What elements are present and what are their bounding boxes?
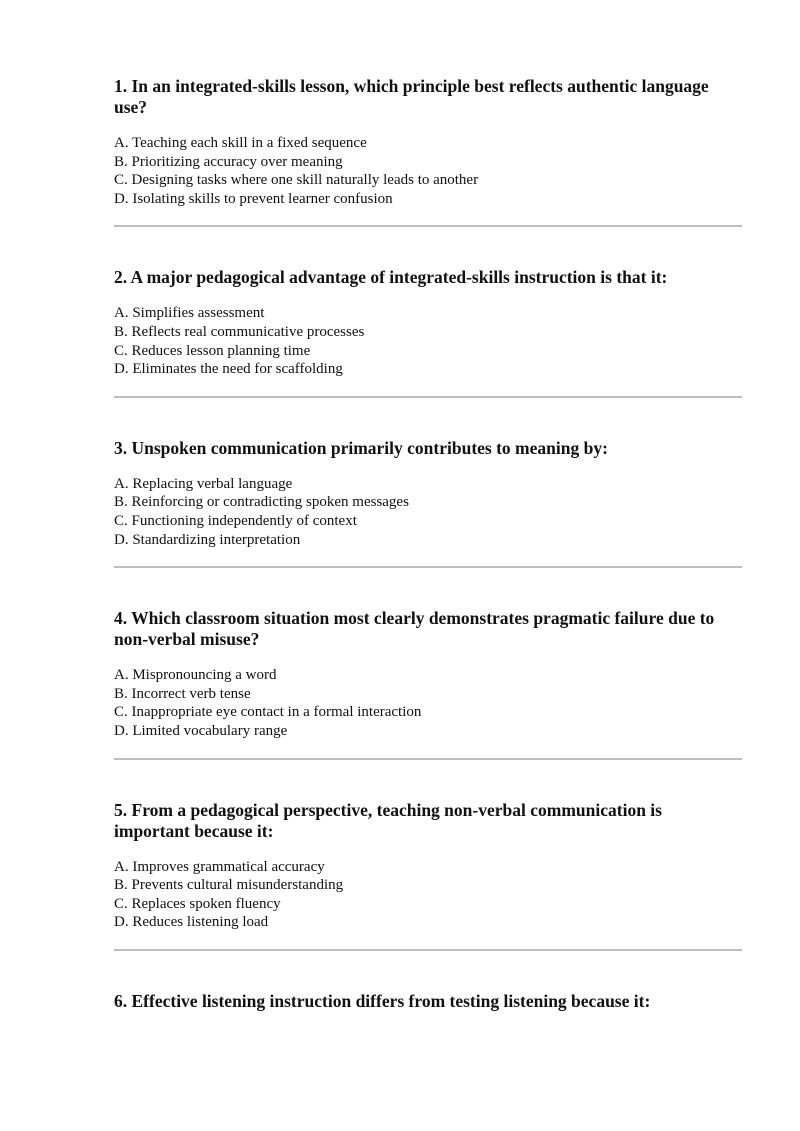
question-4 xyxy=(114,608,742,740)
question-4-title: 4. Which classroom situation most clearly demonstrates pragmatic failure due to non-verbal misuse? xyxy=(114,608,715,650)
question-sheet xyxy=(114,76,742,1012)
option-d: D. Isolating skills to prevent learner confusion xyxy=(114,190,393,207)
question-3-options xyxy=(114,475,742,549)
option-c: C. Reduces lesson planning time xyxy=(114,342,311,359)
question-2-options xyxy=(114,304,742,378)
question-divider xyxy=(114,566,742,568)
question-5-options xyxy=(114,858,742,932)
question-1 xyxy=(114,76,742,208)
question-divider xyxy=(114,396,742,398)
option-a: A. Improves grammatical accuracy xyxy=(114,858,325,875)
option-c: C. Designing tasks where one skill naturally leads to another xyxy=(114,172,479,189)
option-b: B. Prioritizing accuracy over meaning xyxy=(114,153,343,170)
option-c: C. Replaces spoken fluency xyxy=(114,895,281,912)
option-a: A. Teaching each skill in a fixed sequence xyxy=(114,135,367,151)
option-d: D. Standardizing interpretation xyxy=(114,531,301,548)
option-b: B. Incorrect verb tense xyxy=(114,685,251,702)
question-4-options xyxy=(114,666,742,740)
question-1-title: 1. In an integrated-skills lesson, which principle best reflects authentic language use? xyxy=(114,76,709,117)
question-divider xyxy=(114,758,742,760)
question-2 xyxy=(114,267,742,378)
option-c: C. Functioning independently of context xyxy=(114,512,357,529)
option-a: A. Simplifies assessment xyxy=(114,305,265,322)
option-d: D. Reduces listening load xyxy=(114,914,269,931)
question-1-options xyxy=(114,134,742,208)
option-d: D. Limited vocabulary range xyxy=(114,722,288,739)
question-6 xyxy=(114,991,742,1012)
option-b: B. Prevents cultural misunderstanding xyxy=(114,877,344,894)
question-3 xyxy=(114,438,742,549)
question-3-title: 3. Unspoken communication primarily contributes to meaning by: xyxy=(114,437,608,458)
option-b: B. Reinforcing or contradicting spoken messages xyxy=(114,494,409,511)
option-a: A. Replacing verbal language xyxy=(114,475,293,492)
option-c: C. Inappropriate eye contact in a formal interaction xyxy=(114,704,422,721)
question-divider xyxy=(114,949,742,951)
question-5 xyxy=(114,800,742,932)
option-b: B. Reflects real communicative processes xyxy=(114,323,365,340)
question-6-title: 6. Effective listening instruction differs from testing listening because it: xyxy=(114,990,651,1011)
question-divider xyxy=(114,225,742,227)
option-a: A. Mispronouncing a word xyxy=(114,667,277,684)
option-d: D. Eliminates the need for scaffolding xyxy=(114,361,343,378)
question-5-title: 5. From a pedagogical perspective, teaching non-verbal communication is important because it: xyxy=(114,799,662,841)
question-2-title: 2. A major pedagogical advantage of integrated-skills instruction is that it: xyxy=(114,267,668,288)
